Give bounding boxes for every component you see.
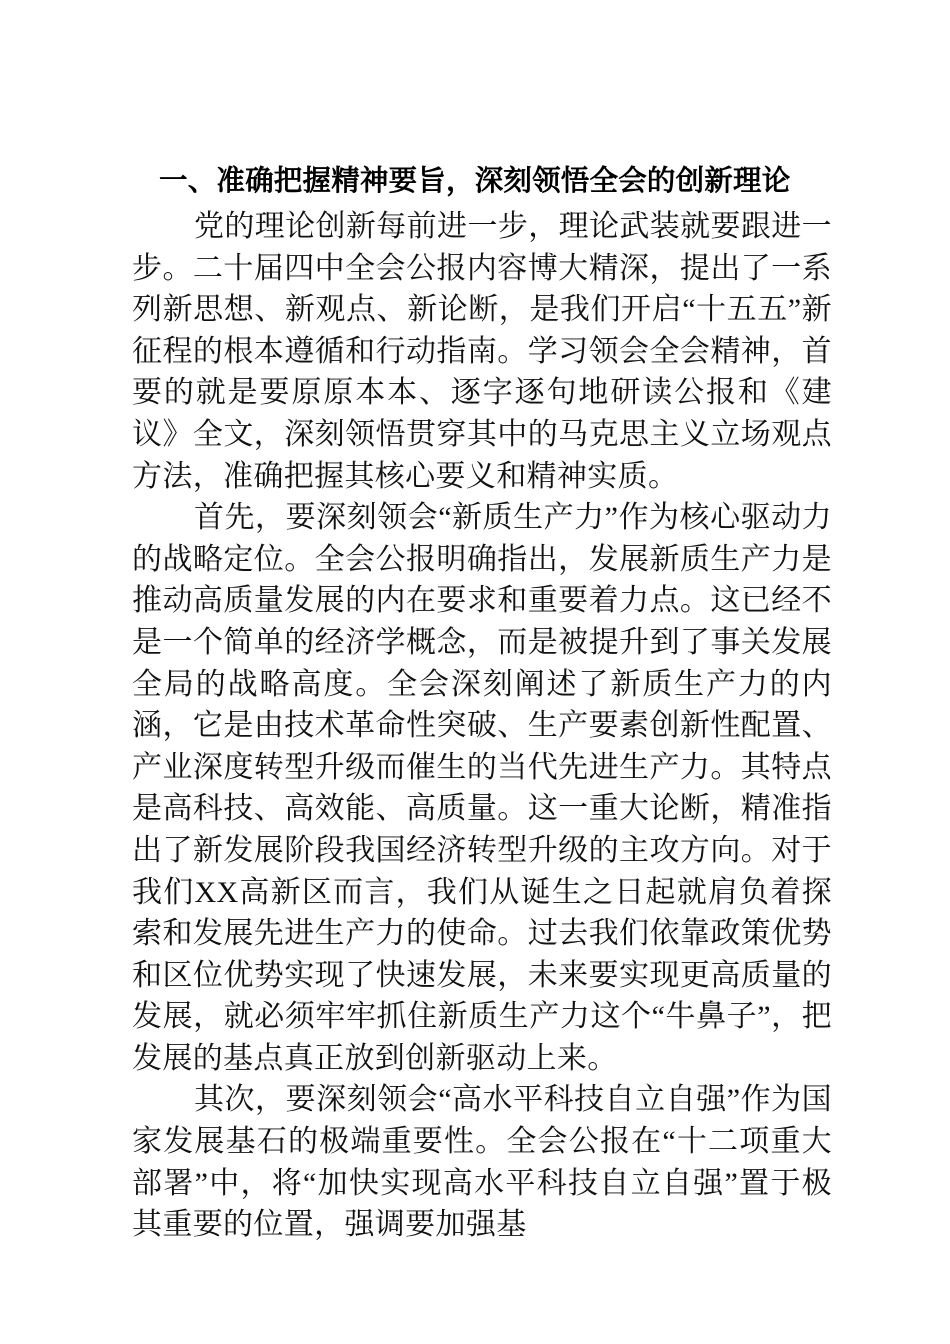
paragraph-3: 其次，要深刻领会“高水平科技自立自强”作为国家发展基石的极端重要性。全会公报在“十二项重大部署”中，将“加快实现高水平科技自立自强”置于极其重要的位置，强调要加强基 bbox=[132, 1083, 832, 1242]
section-heading: 一、准确把握精神要旨，深刻领悟全会的创新理论 bbox=[159, 164, 791, 197]
paragraph-1: 党的理论创新每前进一步，理论武装就要跟进一步。二十届四中全会公报内容博大精深，提出了一系列新思想、新观点、新论断，是我们开启“十五五”新征程的根本遵循和行动指南。学习领会全会精神，首要的就是要原原本本、逐字逐句地研读公报和《建议》全文，深刻领悟贯穿其中的马克思主义立场观点方法，准确把握其核心要义和精神实质。 bbox=[132, 210, 832, 493]
paragraph-2: 首先，要深刻领会“新质生产力”作为核心驱动力的战略定位。全会公报明确指出，发展新质生产力是推动高质量发展的内在要求和重要着力点。这已经不是一个简单的经济学概念，而是被提升到了事关发展全局的战略高度。全会深刻阐述了新质生产力的内涵，它是由技术革命性突破、生产要素创新性配置、产业深度转型升级而催生的当代先进生产力。其特点是高科技、高效能、高质量。这一重大论断，精准指出了新发展阶段我国经济转型升级的主攻方向。对于我们XX高新区而言，我们从诞生之日起就肩负着探索和发展先进生产力的使命。过去我们依靠政策优势和区位优势实现了快速发展，未来要实现更高质量的发展，就必须牢牢抓住新质生产力这个“牛鼻子”，把发展的基点真正放到创新驱动上来。 bbox=[132, 501, 832, 1075]
document-body bbox=[132, 160, 832, 1246]
